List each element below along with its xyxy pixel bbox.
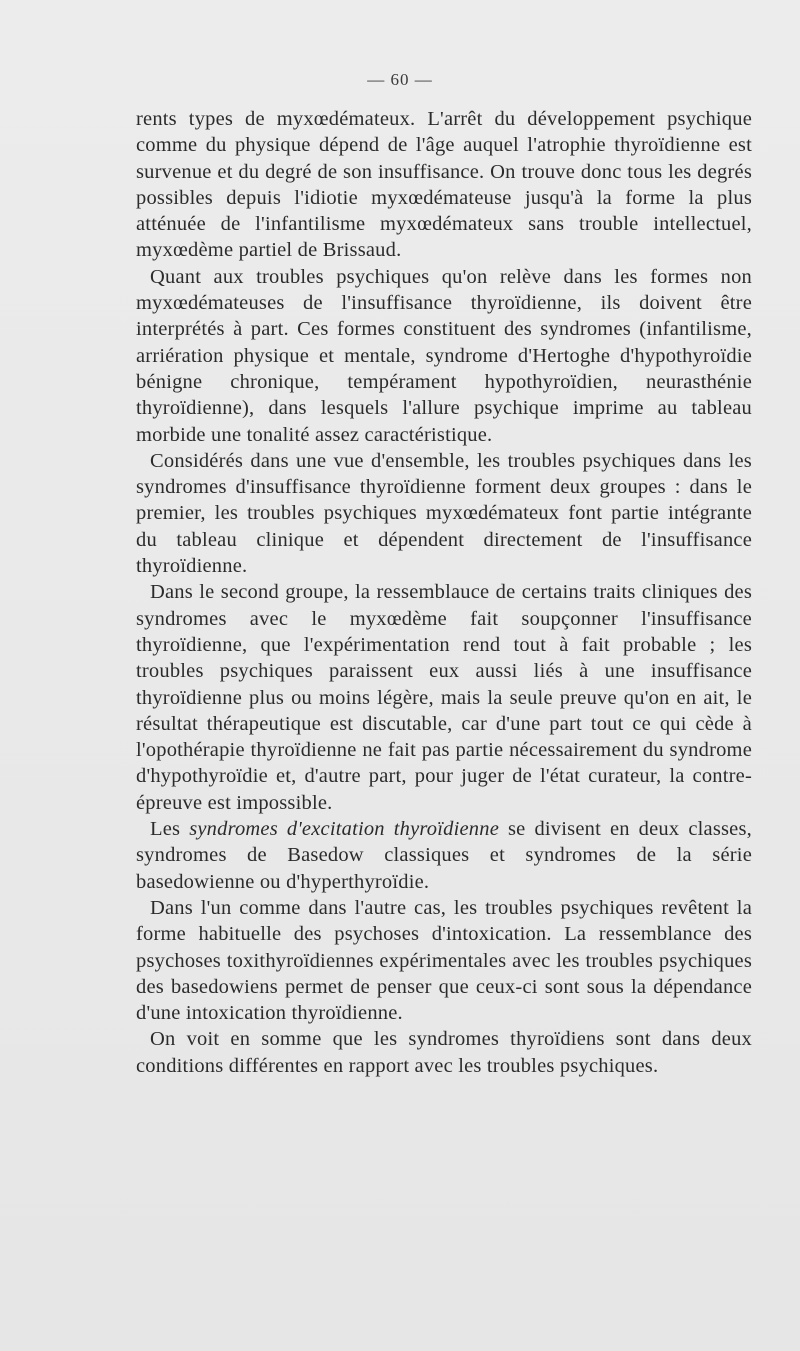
paragraph-4: Dans le second groupe, la ressemblauce de certains traits cliniques des syndromes avec le myxœdème fait soupçonner l'insuffisance thyroïdienne, que l'expérimentation rend tout à fait probable ; les troubles psychiques paraissent eux aussi liés à une insuffisance thyroïdienne plus ou moins légère, mais la seule preuve qu'on en ait, le résultat thérapeutique est discutable, car d'une part tout ce qui cède à l'opothérapie thyroïdienne ne fait pas partie nécessairement du syndrome d'hypothyroïdie et, d'autre part, pour juger de l'état curateur, la contre-épreuve est impossible.: [136, 581, 752, 814]
paragraph-7: On voit en somme que les syndromes thyroïdiens sont dans deux conditions différentes en rapport avec les troubles psychiques.: [136, 1028, 752, 1077]
paragraph-5-suffix: se divisent en deux classes, syndromes de Basedow classiques et syndromes de la série basedowienne ou d'hyperthyroïdie.: [136, 818, 752, 893]
paragraph-3: Considérés dans une vue d'ensemble, les troubles psychiques dans les syndromes d'insuffisance thyroïdienne forment deux groupes : dans le premier, les troubles psychiques myxœdémateux font partie intégrante du tableau clinique et dépendent directement de l'insuffisance thyroïdienne.: [136, 449, 752, 578]
page-number: — 60 —: [367, 70, 433, 89]
paragraph-5: [136, 816, 752, 895]
paragraph-5-prefix: Les: [150, 818, 190, 841]
paragraph-1: rents types de myxœdémateux. L'arrêt du développement psychique comme du physique dépend de l'âge auquel l'atrophie thyroïdienne est survenue et du degré de son insuffisance. On trouve donc tous les degrés possibles depuis l'idiotie myxœdémateuse jusqu'à la forme la plus atténuée de l'infantilisme myxœdémateux sans trouble intellectuel, myxœdème partiel de Brissaud.: [136, 108, 752, 262]
paragraph-6: Dans l'un comme dans l'autre cas, les troubles psychiques revêtent la forme habituelle des psychoses d'intoxication. La ressemblance des psychoses toxithyroïdiennes expérimentales avec les troubles psychiques des basedowiens permet de penser que ceux-ci sont sous la dépendance d'une intoxication thyroïdienne.: [136, 896, 752, 1025]
body-text: [136, 106, 752, 1079]
paragraph-2: Quant aux troubles psychiques qu'on relève dans les formes non myxœdémateuses de l'insuffisance thyroïdienne, ils doivent être interprétés à part. Ces formes constituent des syndromes (infantilisme, arriération physique et mentale, syndrome d'Hertoghe d'hypothyroïdie bénigne chronique, tempérament hypothyroïdien, neurasthénie thyroïdienne), dans lesquels l'allure psychique imprime au tableau morbide une tonalité assez caractéristique.: [136, 265, 752, 446]
italic-term: syndromes d'excitation thyroïdienne: [189, 818, 499, 841]
